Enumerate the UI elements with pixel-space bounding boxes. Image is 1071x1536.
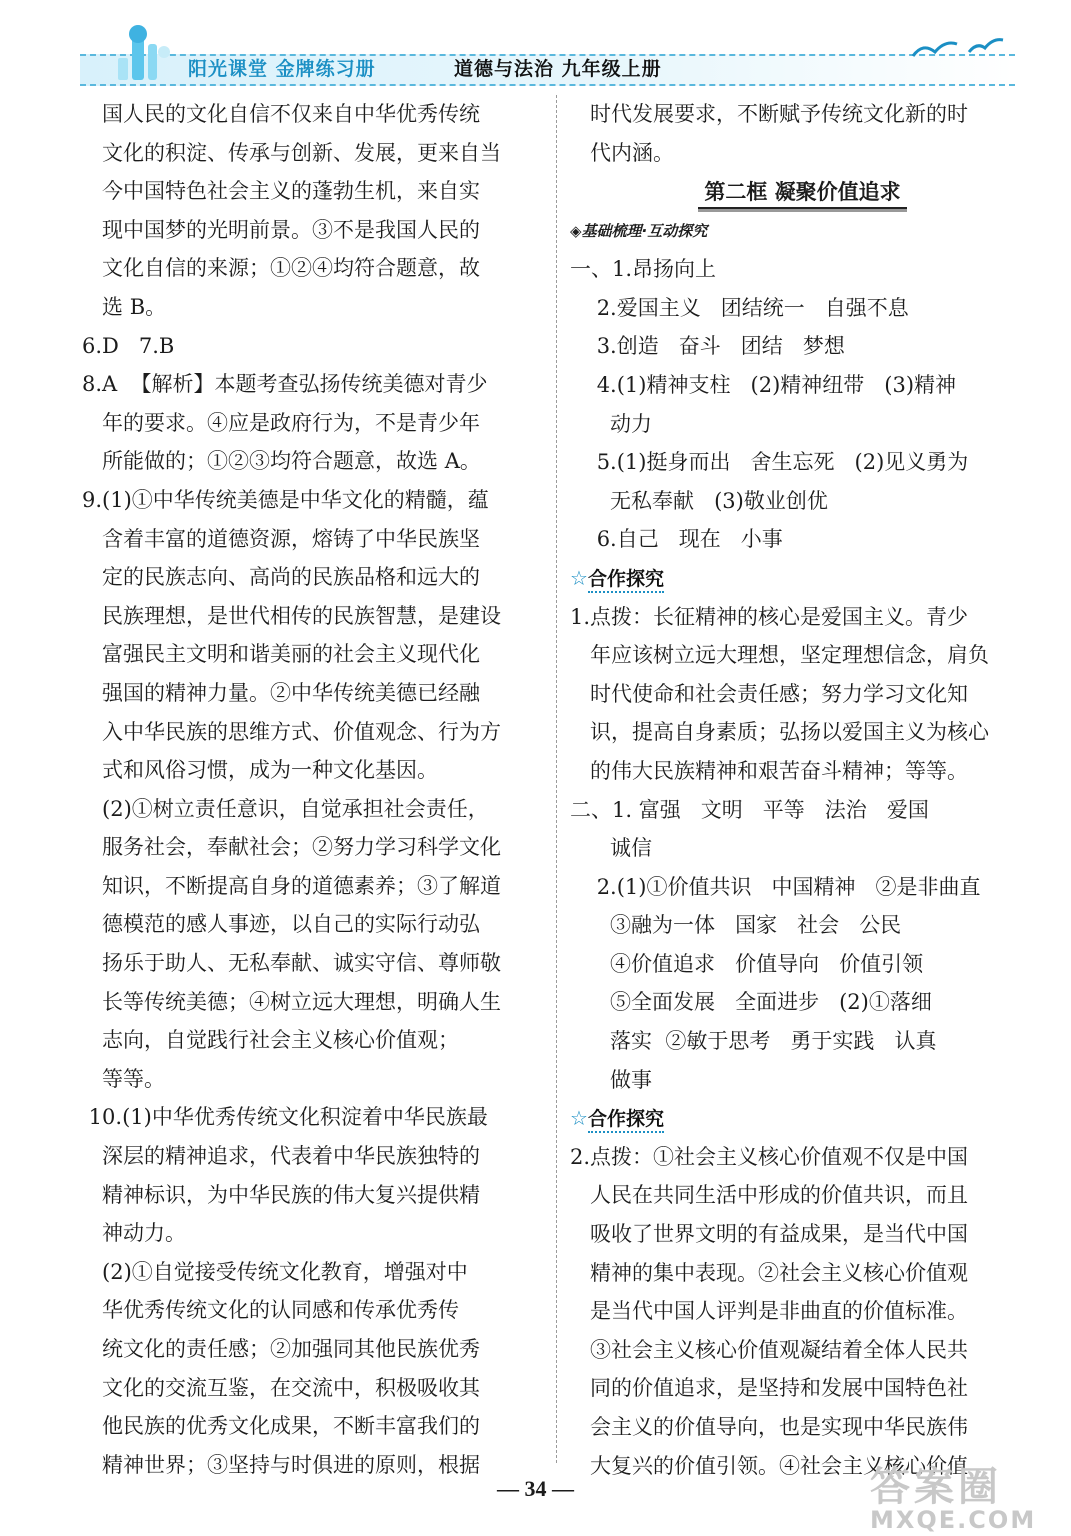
text-line: 无私奉献 (3)敬业创优 (570, 488, 828, 513)
page-header (70, 22, 1020, 88)
text-line: 代内涵。 (570, 140, 675, 165)
watermark-logo: 答案圈 (870, 1464, 1002, 1510)
text-line: 识，提高自身素质；弘扬以爱国主义为核心 (570, 720, 990, 745)
coop-heading (570, 1099, 1035, 1138)
text-line: 文化自信的来源；①②④均符合题意，故 (82, 256, 481, 281)
text-line: 文化的积淀、传承与创新、发展，更来自当 (82, 140, 502, 165)
text-line: 1.点拨：长征精神的核心是爱国主义。青少 (570, 604, 969, 629)
text-line: 年的要求。④应是政府行为，不是青少年 (82, 410, 481, 435)
text-line: 5.(1)挺身而出 舍生忘死 (2)见义勇为 (570, 450, 969, 475)
text-line: 统文化的责任感；②加强同其他民族优秀 (82, 1337, 481, 1361)
text-line: 选 B。 (82, 294, 167, 319)
text-line: 4.(1)精神支柱 (2)精神纽带 (3)精神 (570, 372, 957, 397)
text-line: 式和风俗习惯，成为一种文化基因。 (82, 758, 439, 783)
birds-icon (905, 30, 1015, 70)
right-column (570, 95, 1035, 1485)
text-line: (2)①自觉接受传统文化教育，增强对中 (82, 1259, 468, 1284)
text-line: 人民在共同生活中形成的价值共识，而且 (570, 1183, 969, 1208)
text-line: 所能做的；①②③均符合题意，故选 A。 (82, 449, 481, 474)
text-line: 长等传统美德；④树立远大理想，明确人生 (82, 989, 502, 1014)
text-line: 强国的精神力量。②中华传统美德已经融 (82, 680, 481, 705)
text-line: ③融为一体 国家 社会 公民 (570, 913, 902, 938)
text-line: 深层的精神追求，代表着中华民族独特的 (82, 1144, 481, 1169)
header-brand: 阳光课堂 金牌练习册 (188, 58, 376, 80)
text-line: 诚信 (570, 836, 653, 861)
text-line: 他民族的优秀文化成果，不断丰富我们的 (82, 1414, 481, 1439)
section-tag: ◈基础梳理·互动探究 (570, 222, 708, 241)
text-line: 精神世界；③坚持与时俱进的原则，根据 (82, 1452, 481, 1477)
text-line: 吸收了世界文明的有益成果，是当代中国 (570, 1222, 969, 1247)
header-decoration-icon (70, 22, 180, 88)
text-line: 时代发展要求，不断赋予传统文化新的时 (570, 102, 969, 126)
text-line: 2.爱国主义 团结统一 自强不息 (570, 295, 909, 320)
text-line: 含着丰富的道德资源，熔铸了中华民族坚 (82, 526, 481, 551)
text-line: 德模范的感人事迹，以自己的实际行动弘 (82, 912, 481, 937)
text-line: 的伟大民族精神和艰苦奋斗精神；等等。 (570, 758, 969, 783)
text-line: 扬乐于助人、无私奉献、诚实守信、尊师敬 (82, 951, 502, 976)
star-icon: ☆ (570, 1106, 588, 1131)
text-line: ④价值追求 价值导向 价值引领 (570, 951, 924, 976)
coop-label: 合作探究 (588, 568, 664, 593)
text-line: 志向，自觉践行社会主义核心价值观； (82, 1028, 460, 1053)
text-line: 6.自己 现在 小事 (570, 527, 783, 552)
text-line: 知识，不断提高自身的道德素养；③了解道 (82, 873, 502, 898)
watermark (870, 1455, 1036, 1534)
text-line: 一、1.昂扬向上 (570, 257, 717, 282)
text-line: 是当代中国人评判是非曲直的价值标准。 (570, 1299, 969, 1324)
text-line: 2.点拨：①社会主义核心价值观不仅是中国 (570, 1144, 969, 1169)
text-line: 华优秀传统文化的认同感和传承优秀传 (82, 1298, 460, 1323)
header-subject: 道德与法治 九年级上册 (454, 58, 662, 80)
text-line: 动力 (570, 411, 653, 436)
left-column (82, 95, 552, 1484)
text-line: 时代使命和社会责任感；努力学习文化知 (570, 681, 969, 706)
text-line: 9.(1)①中华传统美德是中华文化的精髓，蕴 (82, 487, 489, 512)
text-line: (2)①树立责任意识，自觉承担社会责任， (82, 796, 489, 821)
text-line: 2.(1)①价值共识 中国精神 ②是非曲直 (570, 874, 981, 899)
text-line: 文化的交流互鉴，在交流中，积极吸收其 (82, 1375, 481, 1400)
coop-label: 合作探究 (588, 1108, 664, 1133)
star-icon: ☆ (570, 565, 588, 590)
text-line: 现中国梦的光明前景。③不是我国人民的 (82, 217, 481, 242)
text-line: 3.创造 奋斗 团结 梦想 (570, 334, 845, 359)
text-line: 会主义的价值导向，也是实现中华民族伟 (570, 1415, 969, 1439)
column-divider (556, 95, 557, 1463)
watermark-url: MXQE.COM (870, 1506, 1037, 1534)
text-line: 8.A 【解析】本题考查弘扬传统美德对青少 (82, 372, 488, 397)
text-line: 服务社会，奉献社会；②努力学习科学文化 (82, 835, 502, 860)
text-line: 神动力。 (82, 1221, 187, 1246)
text-line: 精神标识，为中华民族的伟大复兴提供精 (82, 1182, 481, 1207)
text-line: ⑤全面发展 全面进步 (2)①落细 (570, 990, 932, 1015)
text-line: 国人民的文化自信不仅来自中华优秀传统 (82, 102, 481, 126)
text-line: 今中国特色社会主义的蓬勃生机，来自实 (82, 179, 481, 204)
text-line: 定的民族志向、高尚的民族品格和远大的 (82, 565, 481, 590)
text-line: 民族理想，是世代相传的民族智慧，是建设 (82, 603, 502, 628)
text-line: 二、1. 富强 文明 平等 法治 爱国 (570, 797, 929, 822)
page-number: — 34 — (497, 1476, 574, 1501)
text-line: 年应该树立远大理想，坚定理想信念，肩负 (570, 643, 990, 668)
text-line: 10.(1)中华优秀传统文化积淀着中华民族最 (82, 1105, 488, 1130)
text-line: 等等。 (82, 1066, 166, 1091)
text-line: 做事 (570, 1067, 653, 1092)
coop-heading (570, 559, 1035, 598)
text-line: 精神的集中表现。②社会主义核心价值观 (570, 1260, 969, 1285)
section-title-text: 第二框 凝聚价值追求 (698, 177, 906, 209)
text-line: 同的价值追求，是坚持和发展中国特色社 (570, 1376, 969, 1401)
section-title (570, 172, 1035, 212)
text-line: 落实 ②敏于思考 勇于实践 认真 (570, 1029, 937, 1054)
text-line: 入中华民族的思维方式、价值观念、行为方 (82, 719, 502, 744)
text-line: 6.D 7.B (82, 333, 175, 358)
text-line: 富强民主文明和谐美丽的社会主义现代化 (82, 642, 481, 667)
text-line: 大复兴的价值引领。④社会主义核心价值 (570, 1453, 969, 1478)
text-line: ③社会主义核心价值观凝结着全体人民共 (570, 1337, 969, 1362)
